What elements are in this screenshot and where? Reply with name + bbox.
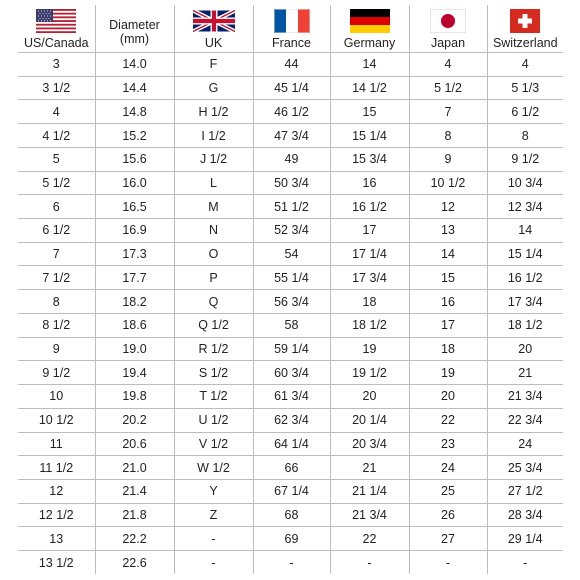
table-row: [18, 527, 563, 551]
table-row: [18, 479, 563, 503]
uk-flag-icon: [193, 9, 235, 33]
cell-switzerland-size: 27 1/2: [487, 479, 563, 503]
table-row: [18, 53, 563, 77]
cell-uk-size: Z: [174, 503, 253, 527]
cell-switzerland-size: 10 3/4: [487, 171, 563, 195]
header-label-uk: UK: [204, 36, 223, 50]
cell-france-size: 52 3/4: [253, 219, 330, 243]
header-japan: [409, 5, 487, 53]
cell-switzerland-size: 9 1/2: [487, 147, 563, 171]
cell-us-canada-size: 10: [18, 385, 95, 409]
cell-germany-size: 15 1/4: [330, 124, 409, 148]
cell-uk-size: W 1/2: [174, 456, 253, 480]
cell-france-size: 61 3/4: [253, 385, 330, 409]
header-uk: [174, 5, 253, 53]
header-label-diameter: Diameter: [109, 17, 160, 32]
cell-diameter-mm: 18.2: [95, 290, 174, 314]
cell-us-canada-size: 8: [18, 290, 95, 314]
cell-germany-size: 20 1/4: [330, 408, 409, 432]
cell-switzerland-size: 29 1/4: [487, 527, 563, 551]
cell-japan-size: 13: [409, 219, 487, 243]
japan-flag-icon: [430, 9, 466, 33]
table-row: [18, 100, 563, 124]
cell-france-size: 67 1/4: [253, 479, 330, 503]
cell-germany-size: 15: [330, 100, 409, 124]
cell-uk-size: J 1/2: [174, 147, 253, 171]
cell-germany-size: 14 1/2: [330, 76, 409, 100]
cell-france-size: -: [253, 551, 330, 574]
cell-japan-size: 7: [409, 100, 487, 124]
cell-japan-size: 19: [409, 361, 487, 385]
cell-us-canada-size: 6: [18, 195, 95, 219]
cell-switzerland-size: 15 1/4: [487, 242, 563, 266]
cell-japan-size: 8: [409, 124, 487, 148]
cell-japan-size: 27: [409, 527, 487, 551]
header-label-switzerland: Switzerland: [492, 36, 558, 50]
table-row: [18, 147, 563, 171]
cell-germany-size: 18: [330, 290, 409, 314]
table-row: [18, 551, 563, 574]
cell-japan-size: 16: [409, 290, 487, 314]
cell-germany-size: 14: [330, 53, 409, 77]
cell-uk-size: P: [174, 266, 253, 290]
header-switzerland: [487, 5, 563, 53]
cell-germany-size: 16 1/2: [330, 195, 409, 219]
cell-diameter-mm: 14.4: [95, 76, 174, 100]
cell-switzerland-size: 25 3/4: [487, 456, 563, 480]
cell-us-canada-size: 4: [18, 100, 95, 124]
cell-japan-size: 23: [409, 432, 487, 456]
table-row: [18, 361, 563, 385]
cell-uk-size: H 1/2: [174, 100, 253, 124]
table-row: [18, 408, 563, 432]
cell-japan-size: 25: [409, 479, 487, 503]
cell-us-canada-size: 4 1/2: [18, 124, 95, 148]
cell-germany-size: 19: [330, 337, 409, 361]
cell-switzerland-size: 4: [487, 53, 563, 77]
cell-france-size: 54: [253, 242, 330, 266]
cell-diameter-mm: 15.2: [95, 124, 174, 148]
cell-switzerland-size: 28 3/4: [487, 503, 563, 527]
cell-france-size: 47 3/4: [253, 124, 330, 148]
cell-germany-size: 17 3/4: [330, 266, 409, 290]
cell-switzerland-size: -: [487, 551, 563, 574]
table-row: [18, 313, 563, 337]
cell-uk-size: S 1/2: [174, 361, 253, 385]
cell-france-size: 49: [253, 147, 330, 171]
cell-uk-size: I 1/2: [174, 124, 253, 148]
table-row: [18, 456, 563, 480]
cell-uk-size: Y: [174, 479, 253, 503]
header-sublabel-mm: (mm): [119, 31, 150, 46]
cell-switzerland-size: 17 3/4: [487, 290, 563, 314]
cell-germany-size: 19 1/2: [330, 361, 409, 385]
cell-us-canada-size: 11: [18, 432, 95, 456]
cell-uk-size: T 1/2: [174, 385, 253, 409]
cell-diameter-mm: 22.6: [95, 551, 174, 574]
table-row: [18, 290, 563, 314]
cell-japan-size: 22: [409, 408, 487, 432]
cell-germany-size: 22: [330, 527, 409, 551]
cell-switzerland-size: 12 3/4: [487, 195, 563, 219]
cell-us-canada-size: 13 1/2: [18, 551, 95, 574]
cell-uk-size: N: [174, 219, 253, 243]
cell-france-size: 44: [253, 53, 330, 77]
cell-uk-size: L: [174, 171, 253, 195]
ring-size-table: [18, 5, 563, 574]
cell-diameter-mm: 22.2: [95, 527, 174, 551]
size-rows: [18, 53, 563, 575]
cell-japan-size: -: [409, 551, 487, 574]
cell-japan-size: 5 1/2: [409, 76, 487, 100]
table-row: [18, 76, 563, 100]
header-us-canada: [18, 5, 95, 53]
header-label-germany: Germany: [343, 36, 396, 50]
table-row: [18, 337, 563, 361]
cell-france-size: 51 1/2: [253, 195, 330, 219]
table-row: [18, 195, 563, 219]
cell-uk-size: Q: [174, 290, 253, 314]
cell-uk-size: Q 1/2: [174, 313, 253, 337]
germany-flag-icon: [350, 9, 390, 33]
cell-france-size: 68: [253, 503, 330, 527]
cell-us-canada-size: 5 1/2: [18, 171, 95, 195]
table-row: [18, 503, 563, 527]
cell-germany-size: 20: [330, 385, 409, 409]
cell-switzerland-size: 24: [487, 432, 563, 456]
cell-diameter-mm: 20.6: [95, 432, 174, 456]
cell-france-size: 46 1/2: [253, 100, 330, 124]
cell-diameter-mm: 14.0: [95, 53, 174, 77]
cell-germany-size: 21 3/4: [330, 503, 409, 527]
cell-switzerland-size: 14: [487, 219, 563, 243]
cell-switzerland-size: 21: [487, 361, 563, 385]
cell-us-canada-size: 7 1/2: [18, 266, 95, 290]
cell-germany-size: 17: [330, 219, 409, 243]
cell-france-size: 50 3/4: [253, 171, 330, 195]
cell-us-canada-size: 3 1/2: [18, 76, 95, 100]
cell-diameter-mm: 16.0: [95, 171, 174, 195]
cell-us-canada-size: 7: [18, 242, 95, 266]
cell-france-size: 55 1/4: [253, 266, 330, 290]
cell-switzerland-size: 16 1/2: [487, 266, 563, 290]
cell-diameter-mm: 21.8: [95, 503, 174, 527]
cell-diameter-mm: 19.0: [95, 337, 174, 361]
cell-france-size: 58: [253, 313, 330, 337]
header-france: [253, 5, 330, 53]
cell-france-size: 45 1/4: [253, 76, 330, 100]
cell-switzerland-size: 5 1/3: [487, 76, 563, 100]
cell-uk-size: F: [174, 53, 253, 77]
cell-us-canada-size: 5: [18, 147, 95, 171]
cell-uk-size: O: [174, 242, 253, 266]
header-label-us-canada: US/Canada: [23, 36, 89, 50]
cell-france-size: 64 1/4: [253, 432, 330, 456]
cell-us-canada-size: 10 1/2: [18, 408, 95, 432]
cell-switzerland-size: 20: [487, 337, 563, 361]
header-row: [18, 5, 563, 53]
cell-us-canada-size: 9: [18, 337, 95, 361]
cell-germany-size: 17 1/4: [330, 242, 409, 266]
cell-uk-size: M: [174, 195, 253, 219]
cell-uk-size: U 1/2: [174, 408, 253, 432]
cell-diameter-mm: 16.5: [95, 195, 174, 219]
cell-uk-size: G: [174, 76, 253, 100]
cell-japan-size: 18: [409, 337, 487, 361]
cell-japan-size: 14: [409, 242, 487, 266]
cell-switzerland-size: 21 3/4: [487, 385, 563, 409]
cell-uk-size: V 1/2: [174, 432, 253, 456]
cell-france-size: 69: [253, 527, 330, 551]
cell-diameter-mm: 17.7: [95, 266, 174, 290]
cell-germany-size: -: [330, 551, 409, 574]
cell-france-size: 66: [253, 456, 330, 480]
cell-diameter-mm: 19.8: [95, 385, 174, 409]
cell-diameter-mm: 19.4: [95, 361, 174, 385]
cell-france-size: 59 1/4: [253, 337, 330, 361]
table-row: [18, 124, 563, 148]
cell-us-canada-size: 9 1/2: [18, 361, 95, 385]
cell-japan-size: 24: [409, 456, 487, 480]
cell-diameter-mm: 16.9: [95, 219, 174, 243]
cell-uk-size: R 1/2: [174, 337, 253, 361]
cell-germany-size: 21 1/4: [330, 479, 409, 503]
cell-france-size: 62 3/4: [253, 408, 330, 432]
cell-japan-size: 15: [409, 266, 487, 290]
table-row: [18, 219, 563, 243]
cell-switzerland-size: 8: [487, 124, 563, 148]
switzerland-flag-icon: [510, 9, 540, 33]
cell-japan-size: 4: [409, 53, 487, 77]
cell-uk-size: -: [174, 551, 253, 574]
us-flag-icon: [36, 9, 76, 33]
cell-japan-size: 9: [409, 147, 487, 171]
cell-japan-size: 12: [409, 195, 487, 219]
cell-japan-size: 26: [409, 503, 487, 527]
cell-japan-size: 17: [409, 313, 487, 337]
cell-diameter-mm: 15.6: [95, 147, 174, 171]
table-row: [18, 266, 563, 290]
france-flag-icon: [274, 9, 310, 33]
cell-diameter-mm: 21.0: [95, 456, 174, 480]
cell-japan-size: 10 1/2: [409, 171, 487, 195]
header-label-japan: Japan: [430, 36, 466, 50]
cell-diameter-mm: 18.6: [95, 313, 174, 337]
cell-germany-size: 16: [330, 171, 409, 195]
cell-germany-size: 18 1/2: [330, 313, 409, 337]
header-label-france: France: [272, 36, 311, 50]
cell-diameter-mm: 20.2: [95, 408, 174, 432]
table-row: [18, 432, 563, 456]
header-germany: [330, 5, 409, 53]
cell-france-size: 56 3/4: [253, 290, 330, 314]
ring-size-chart: [18, 5, 563, 574]
cell-switzerland-size: 22 3/4: [487, 408, 563, 432]
cell-diameter-mm: 17.3: [95, 242, 174, 266]
header-diameter: [95, 5, 174, 53]
cell-switzerland-size: 6 1/2: [487, 100, 563, 124]
cell-germany-size: 15 3/4: [330, 147, 409, 171]
cell-germany-size: 21: [330, 456, 409, 480]
cell-us-canada-size: 12 1/2: [18, 503, 95, 527]
cell-switzerland-size: 18 1/2: [487, 313, 563, 337]
table-row: [18, 171, 563, 195]
cell-germany-size: 20 3/4: [330, 432, 409, 456]
cell-us-canada-size: 12: [18, 479, 95, 503]
table-row: [18, 385, 563, 409]
cell-diameter-mm: 21.4: [95, 479, 174, 503]
cell-us-canada-size: 8 1/2: [18, 313, 95, 337]
cell-us-canada-size: 6 1/2: [18, 219, 95, 243]
cell-us-canada-size: 3: [18, 53, 95, 77]
table-row: [18, 242, 563, 266]
cell-france-size: 60 3/4: [253, 361, 330, 385]
cell-uk-size: -: [174, 527, 253, 551]
cell-diameter-mm: 14.8: [95, 100, 174, 124]
cell-japan-size: 20: [409, 385, 487, 409]
cell-us-canada-size: 11 1/2: [18, 456, 95, 480]
cell-us-canada-size: 13: [18, 527, 95, 551]
